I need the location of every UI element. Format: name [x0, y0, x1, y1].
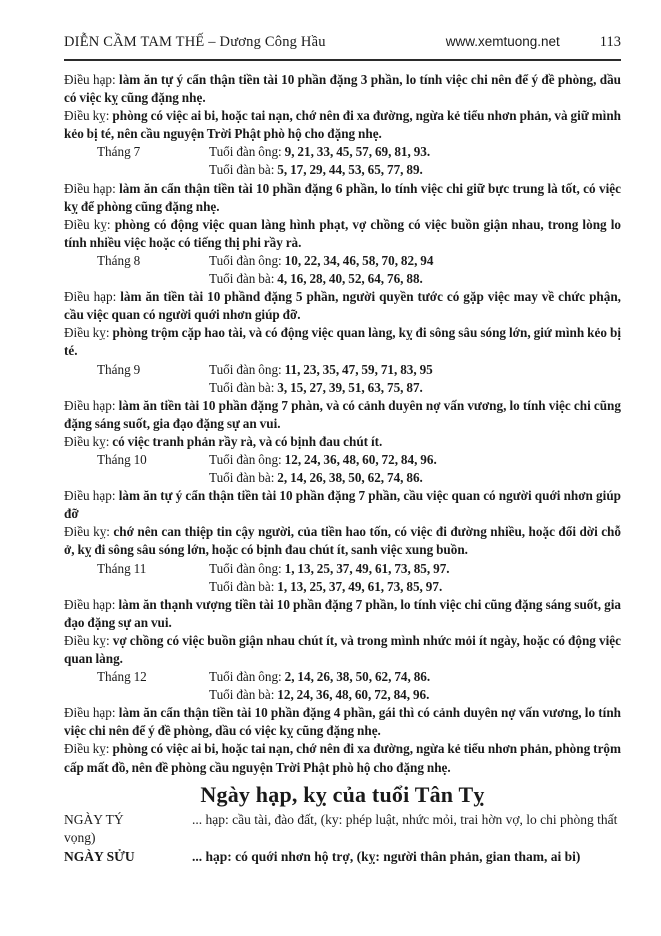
advice-label: Điều hạp:	[64, 596, 116, 612]
advice-text: làm ăn tiền tài 10 phầnd đặng 5 phần, người quyền tước có gặp việc may về chức phận, cầu việc quan có người quới nhơn giúp đỡ.	[64, 289, 621, 323]
month-women-row	[64, 578, 621, 596]
advice-paragraph	[64, 740, 621, 776]
advice-label: Điều kỵ:	[64, 632, 110, 648]
women-ages: 1, 13, 25, 37, 49, 61, 73, 85, 97.	[277, 578, 443, 594]
page-header	[64, 34, 621, 61]
day-row-ty	[64, 811, 621, 848]
advice-label: Điều kỵ:	[64, 433, 110, 449]
advice-paragraph	[64, 596, 621, 632]
men-ages-label: Tuổi đàn ông:	[209, 361, 282, 377]
advice-paragraph	[64, 632, 621, 668]
advice-paragraph	[64, 180, 621, 216]
day-text-suu: ... hạp: có quới nhơn hộ trợ, (kỵ: người thân phản, gian tham, ai bi)	[192, 848, 581, 864]
month-men-row	[64, 252, 621, 270]
month-label: Tháng 10	[97, 451, 147, 467]
advice-text: làm ăn thạnh vượng tiền tài 10 phần đặng 7 phần, lo tính việc chi cũng đặng sáng suốt, gia đạo đặng sự an vui.	[64, 596, 621, 630]
month-women-row	[64, 379, 621, 397]
advice-text: có việc tranh phản rầy rà, và có bịnh đau chút ít.	[112, 433, 383, 449]
day-label-suu: NGÀY SỬU	[64, 848, 135, 864]
men-ages: 11, 23, 35, 47, 59, 71, 83, 95	[284, 361, 433, 377]
advice-text: làm ăn tiền tài 10 phần đặng 7 phàn, và có cảnh duyên nợ vấn vương, lo tính việc chi cũng đặng sáng suốt, gia đạo đặng sự an vui.	[64, 397, 621, 431]
month-block	[64, 560, 621, 596]
section-title: Ngày hạp, kỵ của tuổi Tân Tỵ	[200, 781, 485, 807]
day-row-suu	[64, 848, 621, 867]
advice-paragraph	[64, 433, 621, 451]
advice-text: chớ nên can thiệp tin cậy người, của tiền hao tốn, có việc đi đường nhiều, hoặc đổi dời chỗ ở, kỵ đi sông sâu sóng lớn, hoặc có bịnh đau chút ít, sanh việc xung buồn.	[64, 524, 621, 558]
advice-list	[64, 71, 621, 777]
women-ages-label: Tuổi đàn bà:	[209, 578, 275, 594]
advice-text: phòng có việc ai bi, hoặc tai nạn, chớ nên đi xa đường, ngừa kẻ tiểu nhơn phản, phòng trộm cấp mất đồ, nên đề phòng cầu nguyện Trời Phật phò hộ cho đặng nhẹ.	[64, 741, 621, 775]
day-label-ty: NGÀY TÝ	[64, 811, 124, 827]
men-ages: 12, 24, 36, 48, 60, 72, 84, 96.	[284, 451, 437, 467]
advice-paragraph	[64, 704, 621, 740]
men-ages-label: Tuổi đàn ông:	[209, 669, 282, 685]
advice-text: làm ăn cẩn thận tiền tài 10 phần đặng 4 phần, gái thì có cảnh duyên nợ vấn vương, lo tính việc chi nên để ý đề phòng, dầu có việc kỵ cũng đặng nhẹ.	[64, 705, 621, 739]
advice-text: làm ăn cẩn thận tiền tài 10 phần đặng 6 phần, lo tính việc chi giữ bực trung là tốt, có việc kỵ để phòng cũng đặng nhẹ.	[64, 180, 621, 214]
men-ages-label: Tuổi đàn ông:	[209, 252, 282, 268]
advice-label: Điều kỵ:	[64, 325, 110, 341]
advice-text: làm ăn tự ý cẩn thận tiền tài 10 phần đặng 7 phần, cầu việc quan có người quới nhơn giúp đỡ	[64, 488, 621, 522]
month-label: Tháng 7	[97, 144, 141, 160]
advice-label: Điều hạp:	[64, 289, 117, 305]
men-ages-label: Tuổi đàn ông:	[209, 560, 282, 576]
advice-paragraph	[64, 288, 621, 324]
advice-label: Điều hạp:	[64, 488, 116, 504]
women-ages-label: Tuổi đàn bà:	[209, 271, 275, 287]
advice-label: Điều kỵ:	[64, 216, 111, 232]
month-label: Tháng 12	[97, 669, 147, 685]
advice-label: Điều kỵ:	[64, 108, 110, 124]
advice-label: Điều hạp:	[64, 705, 116, 721]
women-ages-label: Tuổi đàn bà:	[209, 162, 275, 178]
day-text-ty: ... hạp: cầu tài, đào đất, (ky: phép luật, nhức mỏi, trai hờn vợ, lo chi phòng thất vọng)	[64, 811, 618, 846]
month-label: Tháng 8	[97, 252, 141, 268]
month-block	[64, 143, 621, 179]
advice-label: Điều hạp:	[64, 72, 116, 87]
men-ages: 9, 21, 33, 45, 57, 69, 81, 93.	[284, 144, 431, 160]
month-block	[64, 252, 621, 288]
women-ages: 3, 15, 27, 39, 51, 63, 75, 87.	[277, 379, 423, 395]
month-block	[64, 451, 621, 487]
women-ages: 5, 17, 29, 44, 53, 65, 77, 89.	[277, 162, 423, 178]
month-label: Tháng 9	[97, 361, 141, 377]
month-men-row	[64, 451, 621, 469]
men-ages-label: Tuổi đàn ông:	[209, 144, 282, 160]
men-ages: 1, 13, 25, 37, 49, 61, 73, 85, 97.	[284, 560, 450, 576]
advice-paragraph	[64, 107, 621, 143]
page-number: 113	[599, 34, 621, 50]
month-men-row	[64, 560, 621, 578]
women-ages: 2, 14, 26, 38, 50, 62, 74, 86.	[277, 470, 423, 486]
advice-paragraph	[64, 216, 621, 252]
women-ages: 12, 24, 36, 48, 60, 72, 84, 96.	[277, 687, 430, 703]
advice-text: phòng có việc ai bi, hoặc tai nạn, chớ nên đi xa đường, ngừa kẻ tiểu nhơn phản, và giữ mình kẻo bị té, nên cầu nguyện Trời Phật phò hộ cho đặng nhẹ.	[64, 108, 622, 142]
advice-text: phòng trộm cặp hao tài, và có động việc quan làng, kỵ đi sông sâu sóng lớn, giứ mình kẻo bị té.	[64, 325, 621, 359]
men-ages-label: Tuổi đàn ông:	[209, 451, 282, 467]
advice-text: làm ăn tự ý cẩn thận tiền tài 10 phần đặng 3 phần, lo tính việc chi nên để ý đề phòng, dầu có việc kỵ cũng đặng nhẹ.	[64, 72, 621, 106]
advice-label: Điều hạp:	[64, 180, 116, 196]
advice-label: Điều kỵ:	[64, 741, 110, 757]
women-ages-label: Tuổi đàn bà:	[209, 470, 275, 486]
month-women-row	[64, 161, 621, 179]
advice-paragraph	[64, 324, 621, 360]
advice-paragraph	[64, 71, 621, 107]
women-ages: 4, 16, 28, 40, 52, 64, 76, 88.	[277, 271, 423, 287]
women-ages-label: Tuổi đàn bà:	[209, 687, 275, 703]
month-women-row	[64, 270, 621, 288]
advice-paragraph	[64, 487, 621, 523]
month-men-row	[64, 668, 621, 686]
website-url: www.xemtuong.net	[445, 34, 560, 49]
month-women-row	[64, 686, 621, 704]
advice-text: phòng có động việc quan làng hình phạt, vợ chồng có việc buồn giận nhau, trong lòng lo tính nhiều việc hoặc có tiếng thị phi rầy rà.	[64, 216, 621, 250]
advice-paragraph	[64, 397, 621, 433]
advice-text: vợ chồng có việc buồn giận nhau chút ít, và trong mình nhức mỏi ít ngày, hoặc có động việc quan làng.	[64, 632, 621, 666]
month-men-row	[64, 143, 621, 161]
women-ages-label: Tuổi đàn bà:	[209, 379, 275, 395]
advice-label: Điều kỵ:	[64, 524, 110, 540]
advice-paragraph	[64, 523, 621, 559]
month-block	[64, 361, 621, 397]
men-ages: 10, 22, 34, 46, 58, 70, 82, 94	[284, 252, 434, 268]
advice-label: Điều hạp:	[64, 397, 116, 413]
month-men-row	[64, 361, 621, 379]
month-women-row	[64, 469, 621, 487]
book-title: DIỄN CẦM TAM THẾ – Dương Công Hầu	[64, 34, 326, 50]
month-block	[64, 668, 621, 704]
month-label: Tháng 11	[97, 560, 147, 576]
men-ages: 2, 14, 26, 38, 50, 62, 74, 86.	[284, 669, 431, 685]
